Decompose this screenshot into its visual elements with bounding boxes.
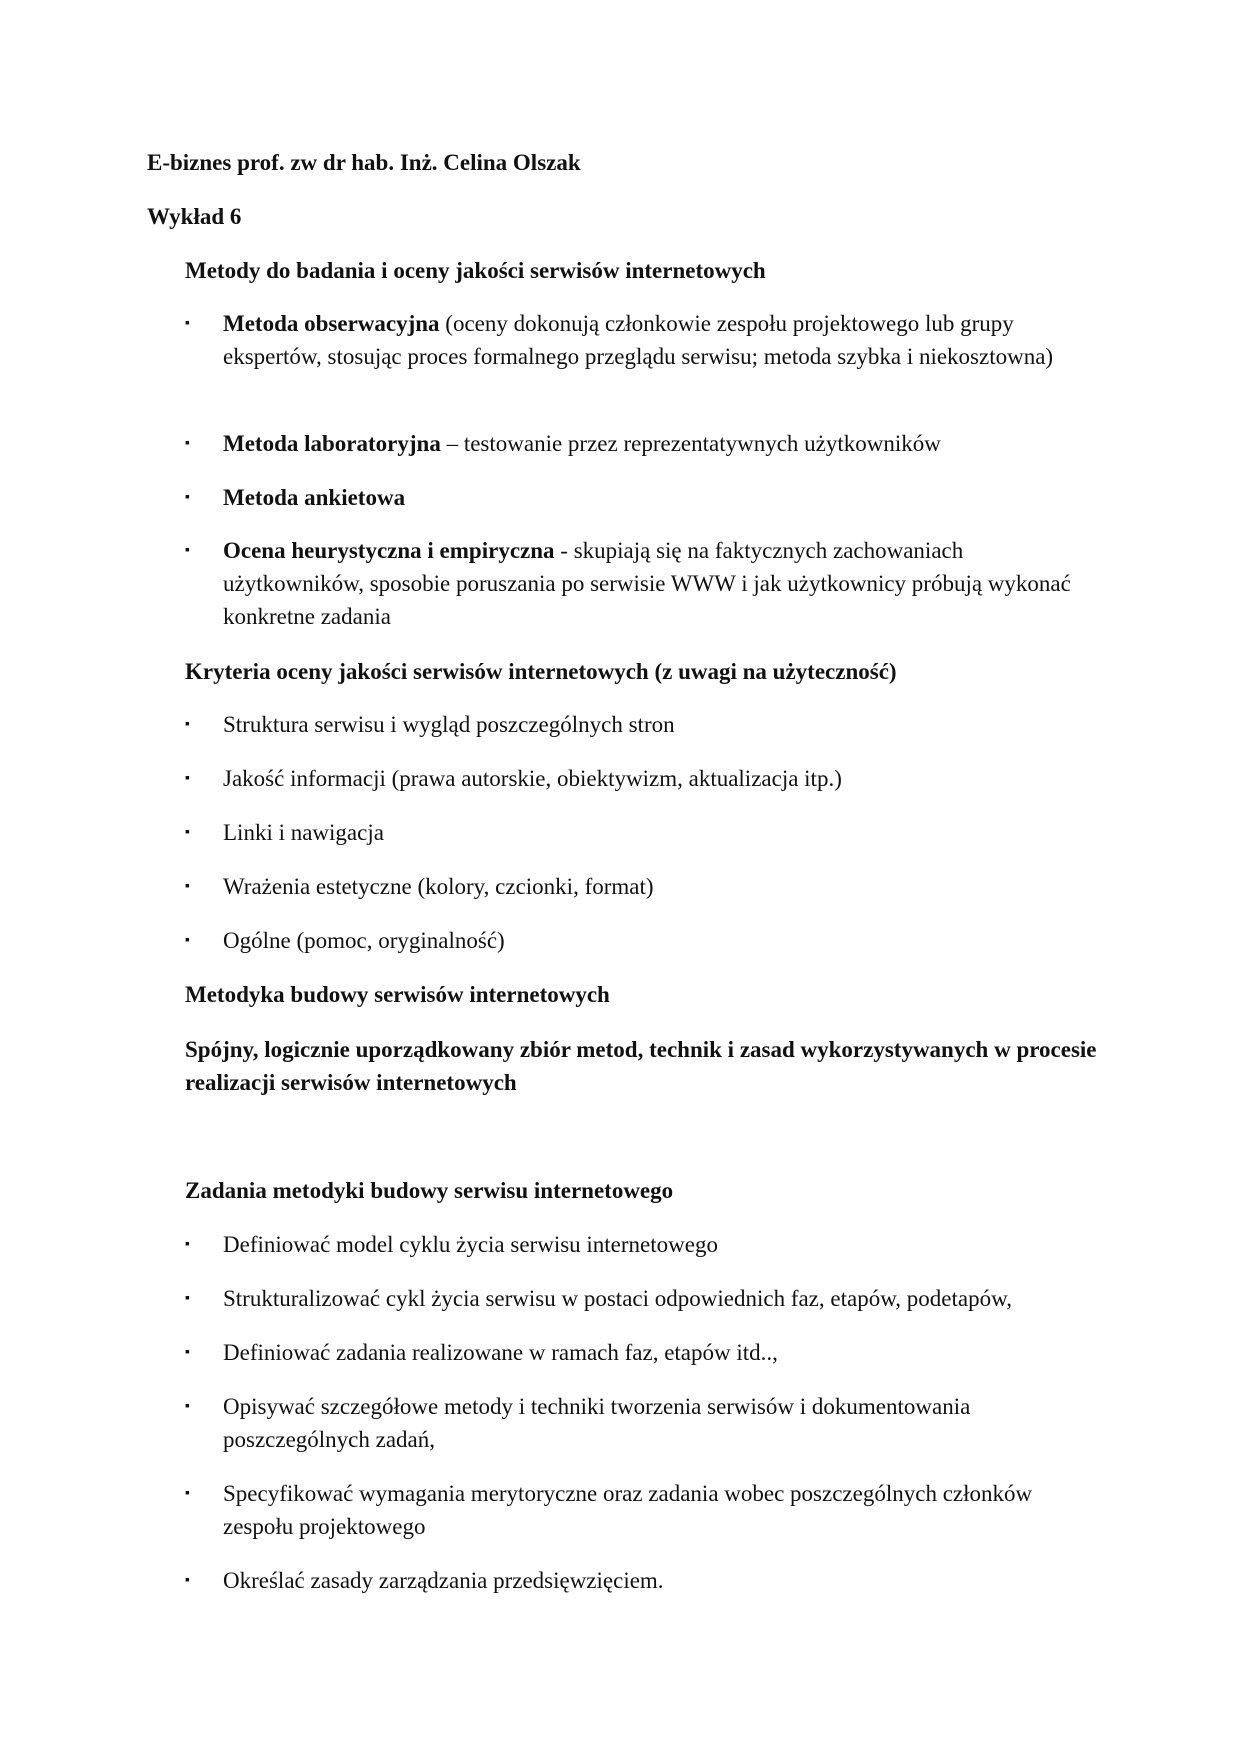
criterion-text: Struktura serwisu i wygląd poszczególnych stron — [223, 712, 675, 737]
lecture-number: Wykład 6 — [147, 204, 242, 229]
method-description: – testowanie przez reprezentatywnych użytkowników — [440, 431, 941, 456]
section2-heading: Kryteria oceny jakości serwisów internetowych (z uwagi na użyteczność) — [185, 659, 897, 684]
list-item — [185, 427, 1105, 460]
list-item — [185, 762, 1105, 795]
bullet-icon: ▪ — [185, 1291, 190, 1306]
list-item — [185, 1390, 1105, 1456]
section3-heading: Metodyka budowy serwisów internetowych — [185, 982, 610, 1007]
list-item — [185, 924, 1105, 957]
bullet-icon: ▪ — [185, 1573, 190, 1588]
method-name: Ocena heurystyczna i empiryczna — [223, 538, 555, 563]
method-description: (oceny dokonują członkowie zespołu projektowego lub grupy ekspertów, stosując proces formalnego przeglądu serwisu; metoda szybka i niekosztowna) — [223, 311, 1054, 369]
bullet-icon: ▪ — [185, 1486, 190, 1501]
list-item — [185, 481, 1105, 514]
criterion-text: Linki i nawigacja — [223, 820, 384, 845]
bullet-icon: ▪ — [185, 316, 190, 331]
criterion-text: Wrażenia estetyczne (kolory, czcionki, format) — [223, 874, 654, 899]
task-text: Opisywać szczegółowe metody i techniki tworzenia serwisów i dokumentowania poszczególnych zadań, — [223, 1394, 971, 1452]
bullet-icon: ▪ — [185, 771, 190, 786]
task-text: Definiować zadania realizowane w ramach faz, etapów itd.., — [223, 1340, 778, 1365]
list-item — [185, 1564, 1105, 1597]
bullet-icon: ▪ — [185, 879, 190, 894]
list-item — [185, 708, 1105, 741]
task-text: Specyfikować wymagania merytoryczne oraz zadania wobec poszczególnych członków zespołu projektowego — [223, 1481, 1033, 1539]
task-text: Strukturalizować cykl życia serwisu w postaci odpowiednich faz, etapów, podetapów, — [223, 1286, 1012, 1311]
method-description: - skupiają się na faktycznych zachowaniach użytkowników, sposobie poruszania po serwisie WWW i jak użytkownicy próbują wykonać konkretne zadania — [223, 538, 1071, 629]
bullet-icon: ▪ — [185, 717, 190, 732]
bullet-icon: ▪ — [185, 825, 190, 840]
bullet-icon: ▪ — [185, 933, 190, 948]
list-item — [185, 1282, 1105, 1315]
bullet-icon: ▪ — [185, 1237, 190, 1252]
methodology-definition: Spójny, logicznie uporządkowany zbiór metod, technik i zasad wykorzystywanych w procesie realizacji serwisów internetowych — [185, 1037, 1097, 1095]
list-item — [185, 816, 1105, 849]
list-item — [185, 1228, 1105, 1261]
section1-heading: Metody do badania i oceny jakości serwisów internetowych — [185, 258, 766, 283]
criterion-text: Jakość informacji (prawa autorskie, obiektywizm, aktualizacja itp.) — [223, 766, 842, 791]
list-item — [185, 870, 1105, 903]
bullet-icon: ▪ — [185, 436, 190, 451]
document-title: E-biznes prof. zw dr hab. Inż. Celina Olszak — [147, 150, 581, 175]
method-name: Metoda ankietowa — [223, 485, 406, 510]
task-text: Definiować model cyklu życia serwisu internetowego — [223, 1232, 718, 1257]
list-item — [185, 1477, 1105, 1543]
list-item — [185, 534, 1105, 633]
bullet-icon: ▪ — [185, 1399, 190, 1414]
bullet-icon: ▪ — [185, 543, 190, 558]
criterion-text: Ogólne (pomoc, oryginalność) — [223, 928, 505, 953]
bullet-icon: ▪ — [185, 1345, 190, 1360]
method-name: Metoda obserwacyjna — [223, 311, 440, 336]
bullet-icon: ▪ — [185, 490, 190, 505]
list-item — [185, 1336, 1105, 1369]
method-name: Metoda laboratoryjna — [223, 431, 441, 456]
section4-heading: Zadania metodyki budowy serwisu internetowego — [185, 1178, 674, 1203]
list-item — [185, 307, 1105, 373]
task-text: Określać zasady zarządzania przedsięwzięciem. — [223, 1568, 664, 1593]
